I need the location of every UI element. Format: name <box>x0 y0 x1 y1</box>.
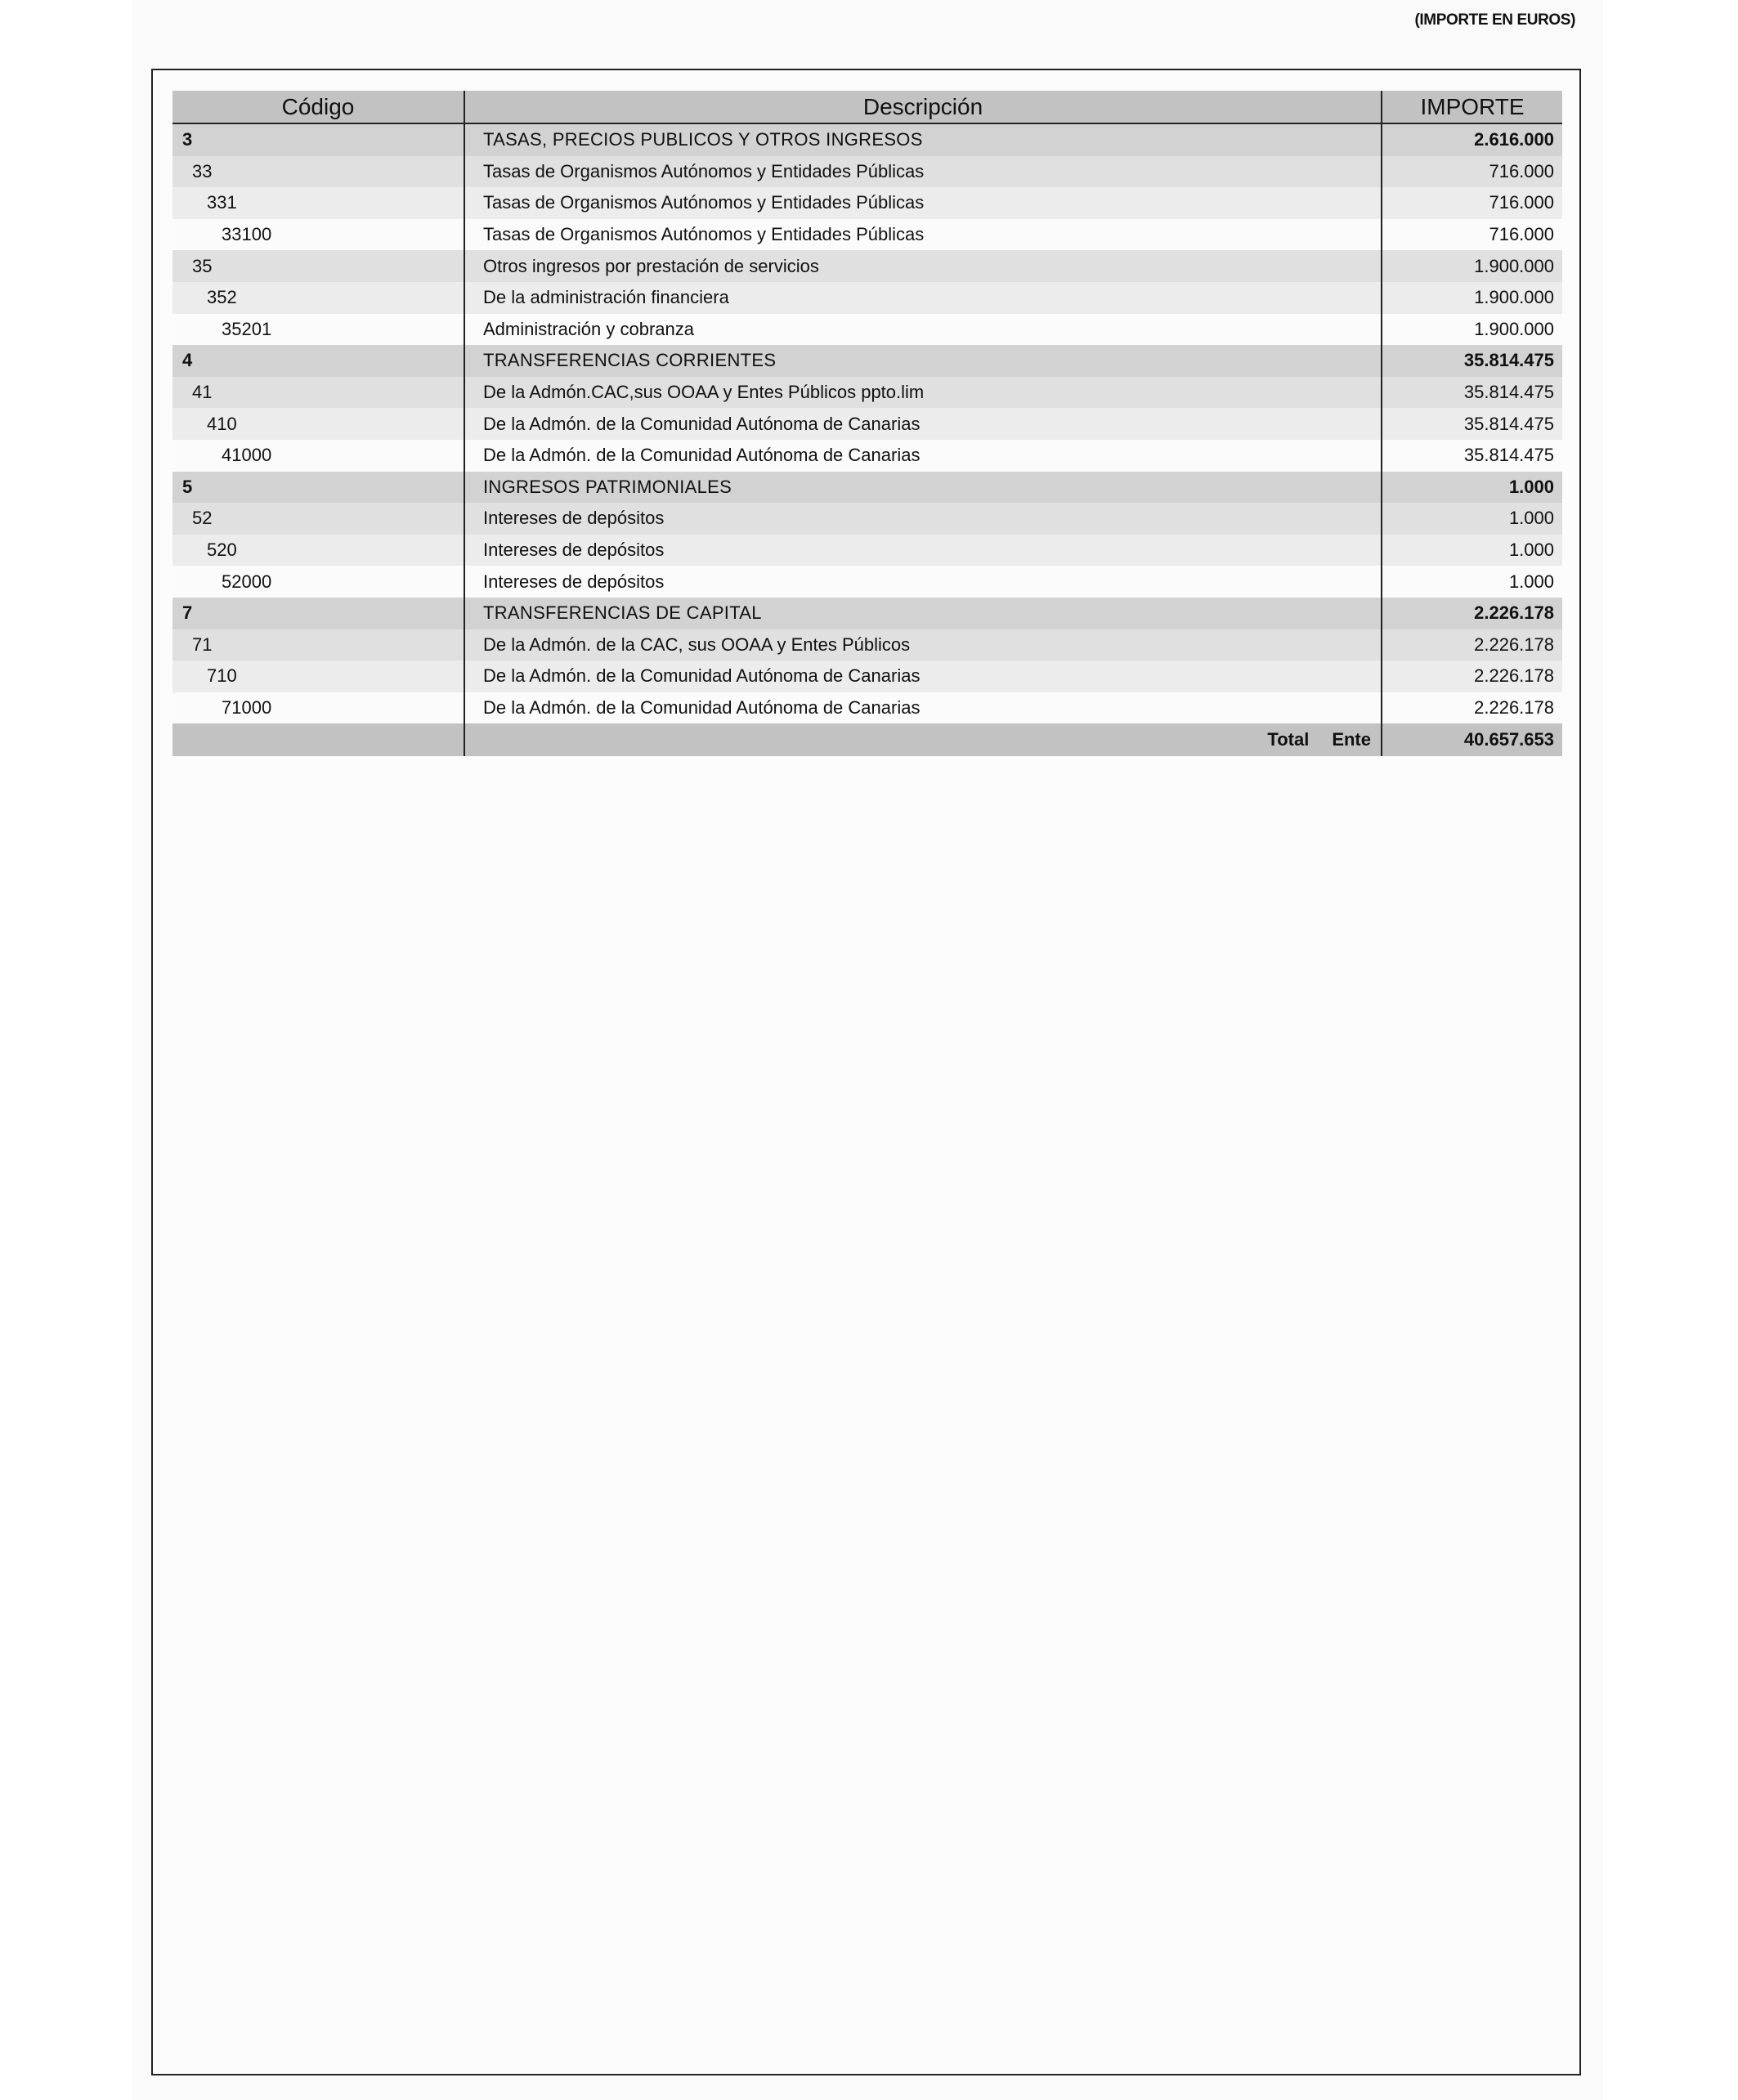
table-row <box>172 692 1562 724</box>
total-label-word: Total <box>1267 729 1310 750</box>
row-description: TRANSFERENCIAS CORRIENTES <box>464 345 1381 377</box>
row-description: Otros ingresos por prestación de servicios <box>464 250 1381 282</box>
table-row <box>172 472 1562 504</box>
row-amount: 2.226.178 <box>1381 598 1562 629</box>
row-description: De la Admón. de la CAC, sus OOAA y Entes Públicos <box>464 629 1381 661</box>
table-row <box>172 408 1562 440</box>
row-description: TRANSFERENCIAS DE CAPITAL <box>464 598 1381 629</box>
units-label: (IMPORTE EN EUROS) <box>1414 11 1575 29</box>
total-label-entity: Ente <box>1332 729 1371 750</box>
row-amount: 1.900.000 <box>1381 282 1562 314</box>
row-amount: 2.226.178 <box>1381 660 1562 692</box>
table-row <box>172 440 1562 472</box>
table-row <box>172 187 1562 219</box>
row-code: 71000 <box>222 696 272 718</box>
header-description: Descripción <box>464 91 1381 123</box>
row-description: De la administración financiera <box>464 282 1381 314</box>
row-code: 710 <box>207 665 237 687</box>
row-amount: 1.000 <box>1381 535 1562 566</box>
row-code: 520 <box>207 540 237 561</box>
row-amount: 35.814.475 <box>1381 377 1562 409</box>
row-code: 35 <box>192 255 213 276</box>
row-description: Tasas de Organismos Autónomos y Entidades Públicas <box>464 219 1381 251</box>
row-description: De la Admón.CAC,sus OOAA y Entes Públicos ppto.lim <box>464 377 1381 409</box>
row-description: Intereses de depósitos <box>464 535 1381 566</box>
row-description: Tasas de Organismos Autónomos y Entidades Públicas <box>464 187 1381 219</box>
table-row <box>172 314 1562 346</box>
row-code: 41 <box>192 382 213 403</box>
row-amount: 1.900.000 <box>1381 250 1562 282</box>
row-code: 3 <box>182 129 193 150</box>
row-description: Administración y cobranza <box>464 314 1381 346</box>
header-code: Código <box>281 93 355 119</box>
table-row <box>172 219 1562 251</box>
row-description: De la Admón. de la Comunidad Autónoma de Canarias <box>464 408 1381 440</box>
total-amount: 40.657.653 <box>1381 723 1562 756</box>
table-row <box>172 660 1562 692</box>
row-amount: 716.000 <box>1381 156 1562 188</box>
header-amount: IMPORTE <box>1381 91 1562 123</box>
row-code: 331 <box>207 192 237 213</box>
row-amount: 2.616.000 <box>1381 124 1562 156</box>
table-body <box>172 124 1562 723</box>
row-amount: 2.226.178 <box>1381 692 1562 724</box>
row-description: De la Admón. de la Comunidad Autónoma de Canarias <box>464 692 1381 724</box>
row-code: 352 <box>207 287 237 308</box>
table-row <box>172 124 1562 156</box>
row-code: 5 <box>182 476 193 497</box>
document-page <box>132 0 1603 2100</box>
row-code: 7 <box>182 602 193 624</box>
report-frame <box>151 69 1581 2075</box>
table-row <box>172 377 1562 409</box>
table-row <box>172 535 1562 566</box>
row-amount: 1.000 <box>1381 503 1562 535</box>
row-amount: 716.000 <box>1381 187 1562 219</box>
row-amount: 2.226.178 <box>1381 629 1562 661</box>
row-description: TASAS, PRECIOS PUBLICOS Y OTROS INGRESOS <box>464 124 1381 156</box>
table-row <box>172 503 1562 535</box>
row-amount: 35.814.475 <box>1381 408 1562 440</box>
row-description: De la Admón. de la Comunidad Autónoma de Canarias <box>464 440 1381 472</box>
row-code: 52 <box>192 508 213 529</box>
row-code: 71 <box>192 634 213 655</box>
table-row <box>172 566 1562 598</box>
row-code: 4 <box>182 350 193 371</box>
row-description: Intereses de depósitos <box>464 503 1381 535</box>
row-description: Tasas de Organismos Autónomos y Entidades Públicas <box>464 156 1381 188</box>
table-row <box>172 156 1562 188</box>
row-description: De la Admón. de la Comunidad Autónoma de Canarias <box>464 660 1381 692</box>
row-description: Intereses de depósitos <box>464 566 1381 598</box>
row-amount: 1.000 <box>1381 472 1562 504</box>
table-row <box>172 282 1562 314</box>
row-amount: 35.814.475 <box>1381 345 1562 377</box>
row-code: 410 <box>207 413 237 434</box>
total-label <box>464 723 1381 756</box>
row-code: 35201 <box>222 318 272 339</box>
row-code: 41000 <box>222 445 272 466</box>
row-code: 33100 <box>222 224 272 245</box>
row-amount: 35.814.475 <box>1381 440 1562 472</box>
row-description: INGRESOS PATRIMONIALES <box>464 472 1381 504</box>
table-header <box>172 91 1562 124</box>
table-row <box>172 629 1562 661</box>
row-code: 52000 <box>222 571 272 592</box>
table-row <box>172 250 1562 282</box>
table-row <box>172 345 1562 377</box>
row-amount: 1.900.000 <box>1381 314 1562 346</box>
row-code: 33 <box>192 160 213 181</box>
total-code-cell <box>172 723 464 756</box>
row-amount: 716.000 <box>1381 219 1562 251</box>
total-row <box>172 723 1562 756</box>
row-amount: 1.000 <box>1381 566 1562 598</box>
budget-table <box>172 91 1562 756</box>
table-row <box>172 598 1562 629</box>
